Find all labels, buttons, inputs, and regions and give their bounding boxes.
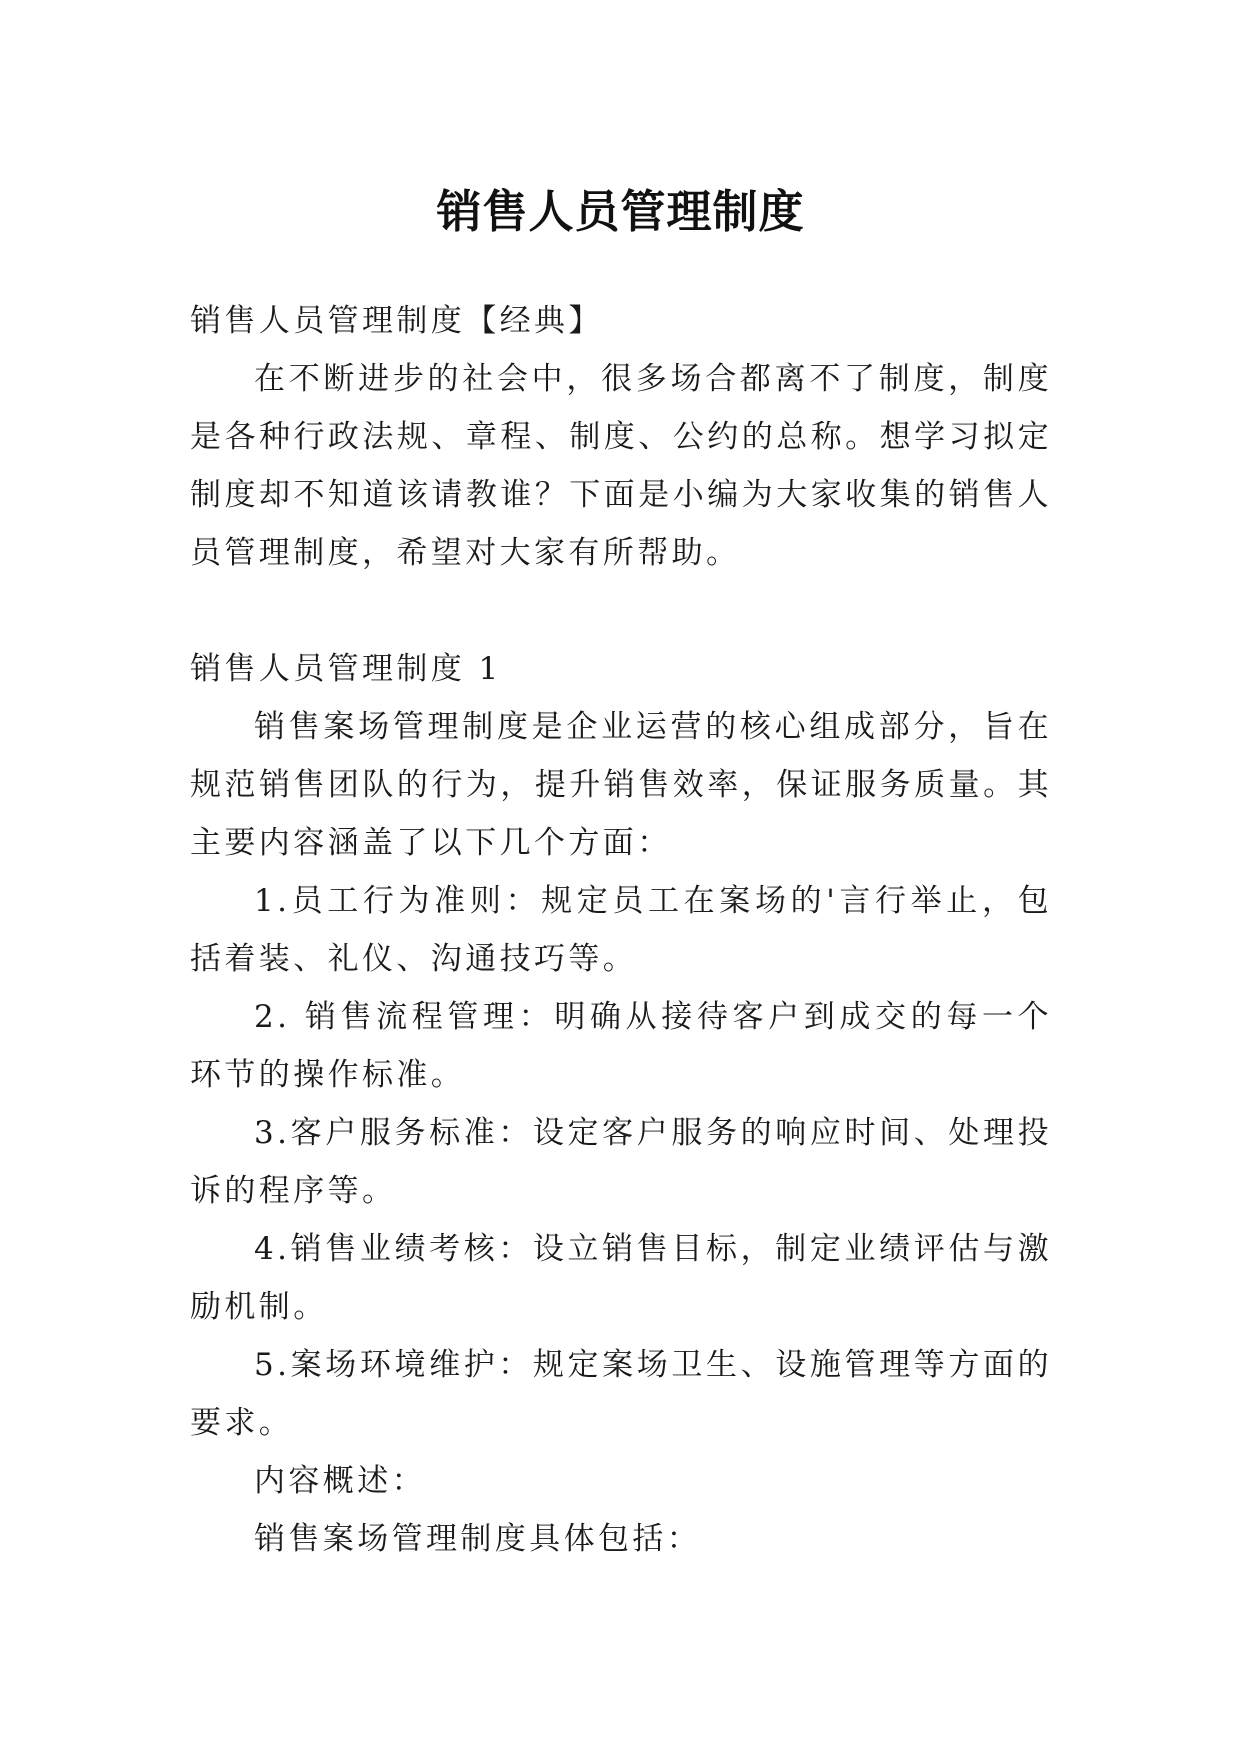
list-item: 1.员工行为准则：规定员工在案场的'言行举止，包括着装、礼仪、沟通技巧等。	[190, 883, 1052, 977]
summary-paragraph: 销售案场管理制度具体包括：	[254, 1521, 702, 1557]
intro-paragraph: 在不断进步的社会中，很多场合都离不了制度，制度是各种行政法规、章程、制度、公约的总称。想学习拟定制度却不知道该请教谁？下面是小编为大家收集的销售人员管理制度，希望对大家有所帮助。	[190, 361, 1052, 571]
section-paragraph: 销售案场管理制度是企业运营的核心组成部分，旨在规范销售团队的行为，提升销售效率，保证服务质量。其主要内容涵盖了以下几个方面：	[190, 709, 1052, 861]
list-item: 3.客户服务标准：设定客户服务的响应时间、处理投诉的程序等。	[190, 1115, 1052, 1209]
intro-heading: 销售人员管理制度【经典】	[190, 303, 603, 339]
summary-label: 内容概述：	[254, 1463, 426, 1499]
document-title: 销售人员管理制度	[436, 185, 805, 239]
list-item: 2. 销售流程管理：明确从接待客户到成交的每一个环节的操作标准。	[190, 999, 1052, 1093]
list-item: 5.案场环境维护：规定案场卫生、设施管理等方面的要求。	[190, 1347, 1052, 1441]
list-item: 4.销售业绩考核：设立销售目标，制定业绩评估与激励机制。	[190, 1231, 1052, 1325]
section-heading: 销售人员管理制度 1	[190, 651, 502, 687]
document-body	[190, 292, 1052, 1568]
section-spacer	[190, 582, 1052, 640]
